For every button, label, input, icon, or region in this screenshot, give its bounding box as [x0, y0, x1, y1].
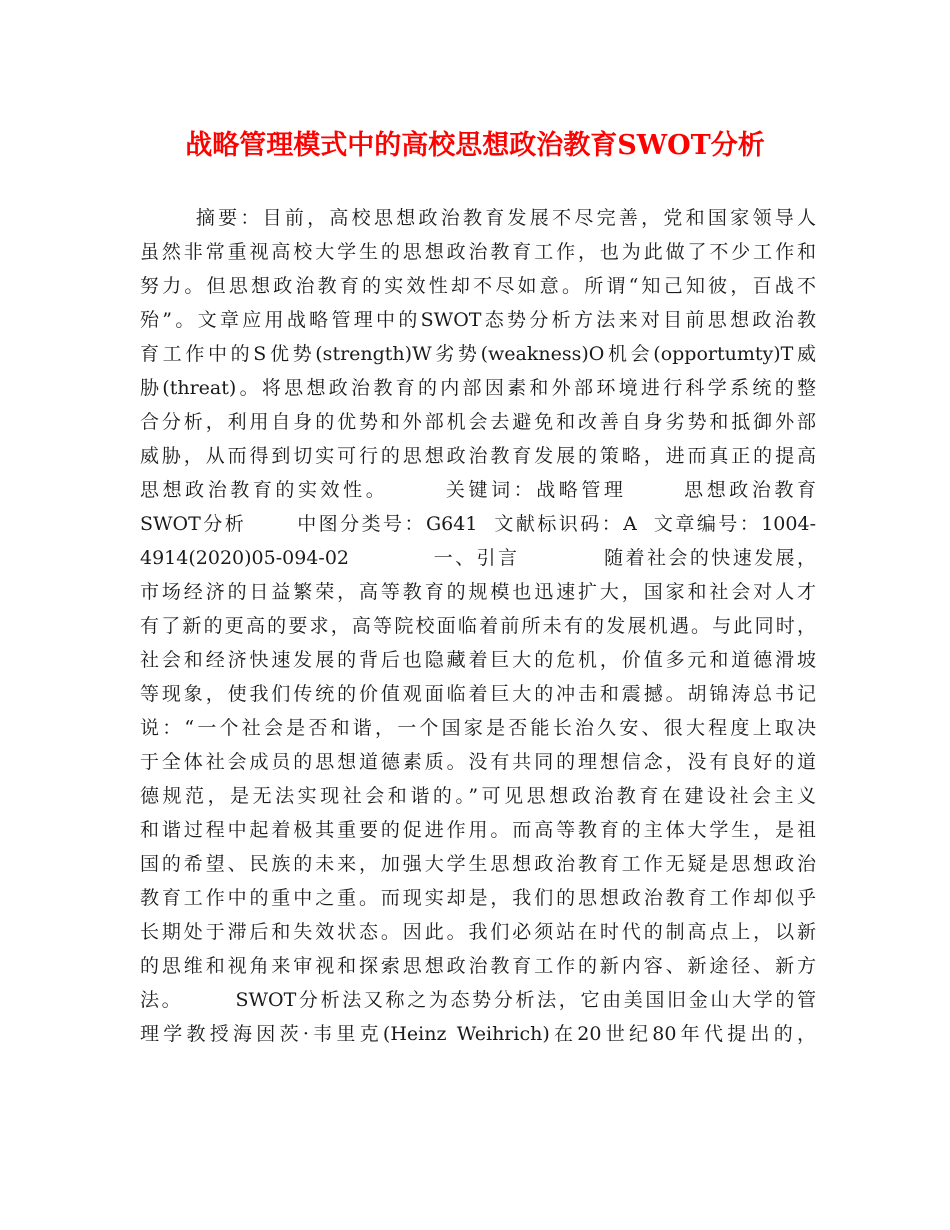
text-line: 法。 SWOT分析法又称之为态势分析法，它由美国旧金山大学的管: [140, 989, 816, 1011]
text-line: 市场经济的日益繁荣，高等教育的规模也迅速扩大，国家和社会对人才: [140, 581, 816, 603]
text-line: 胁(threat)。将思想政治教育的内部因素和外部环境进行科学系统的整: [140, 377, 816, 399]
text-line: 说：“一个社会是否和谐，一个国家是否能长治久安、很大程度上取决: [140, 717, 816, 739]
text-line: 摘要：目前，高校思想政治教育发展不尽完善，党和国家领导人: [140, 207, 816, 229]
text-line: 虽然非常重视高校大学生的思想政治教育工作，也为此做了不少工作和: [140, 241, 816, 263]
text-line: 的思维和视角来审视和探索思想政治教育工作的新内容、新途径、新方: [140, 955, 816, 977]
text-line: 等现象，使我们传统的价值观面临着巨大的冲击和震撼。胡锦涛总书记: [140, 683, 816, 705]
text-line: 理学教授海因茨·韦里克(Heinz Weihrich)在20世纪80年代提出的，: [140, 1023, 816, 1045]
text-line: 思想政治教育的实效性。 关键词：战略管理 思想政治教育: [140, 479, 816, 501]
text-line: 殆”。文章应用战略管理中的SWOT态势分析方法来对目前思想政治教: [140, 309, 816, 331]
text-line: SWOT分析 中图分类号：G641 文献标识码：A 文章编号：1004-: [140, 513, 816, 535]
text-line: 德规范，是无法实现社会和谐的。”可见思想政治教育在建设社会主义: [140, 785, 816, 807]
text-line: 和谐过程中起着极其重要的促进作用。而高等教育的主体大学生，是祖: [140, 819, 816, 841]
text-line: 合分析，利用自身的优势和外部机会去避免和改善自身劣势和抵御外部: [140, 411, 816, 433]
text-line: 威胁，从而得到切实可行的思想政治教育发展的策略，进而真正的提高: [140, 445, 816, 467]
text-line: 努力。但思想政治教育的实效性却不尽如意。所谓“知己知彼，百战不: [140, 275, 816, 297]
text-line: 有了新的更高的要求，高等院校面临着前所未有的发展机遇。与此同时，: [140, 615, 816, 637]
document-body: [140, 201, 816, 1051]
text-line: 教育工作中的重中之重。而现实却是，我们的思想政治教育工作却似乎: [140, 887, 816, 909]
document-title: 战略管理模式中的高校思想政治教育SWOT分析: [185, 130, 765, 161]
text-line: 于全体社会成员的思想道德素质。没有共同的理想信念，没有良好的道: [140, 751, 816, 773]
text-line: 长期处于滞后和失效状态。因此。我们必须站在时代的制高点上，以新: [140, 921, 816, 943]
text-line: 育工作中的S优势(strength)W劣势(weakness)O机会(opportumty)T威: [140, 343, 816, 365]
text-line: 4914(2020)05-094-02 一、引言 随着社会的快速发展，: [140, 547, 816, 569]
text-line: 社会和经济快速发展的背后也隐藏着巨大的危机，价值多元和道德滑坡: [140, 649, 816, 671]
text-line: 国的希望、民族的未来，加强大学生思想政治教育工作无疑是思想政治: [140, 853, 816, 875]
